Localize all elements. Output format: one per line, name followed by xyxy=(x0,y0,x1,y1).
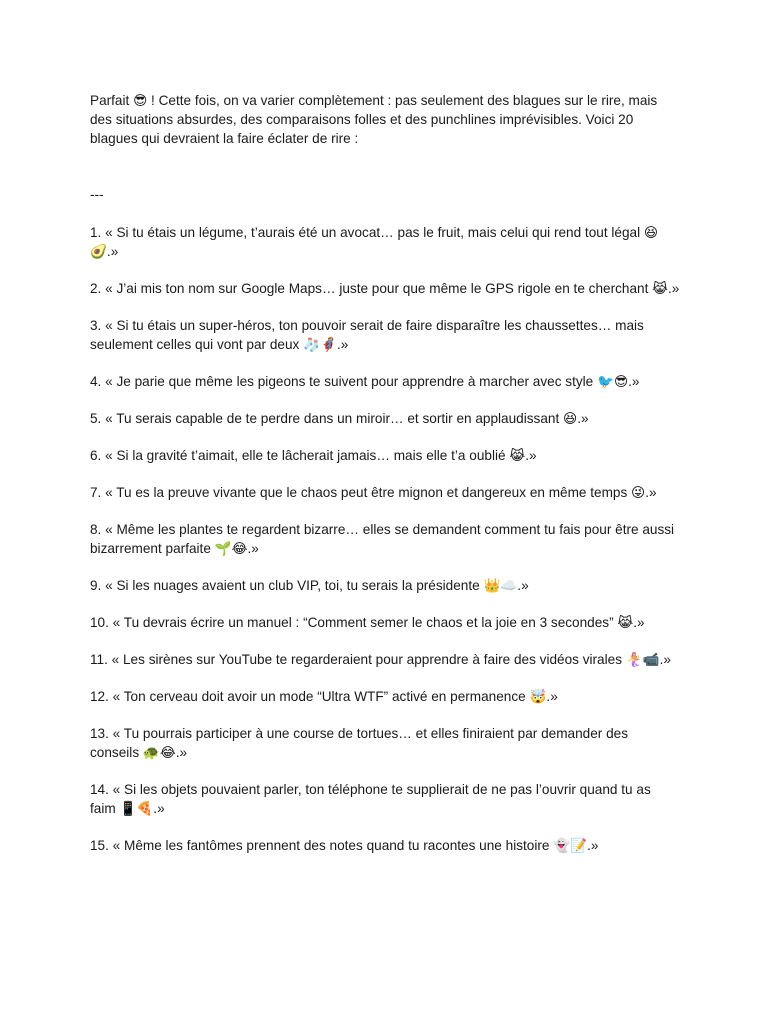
list-item: 11. « Les sirènes sur YouTube te regarderaient pour apprendre à faire des vidéos virales 🧜‍♀️📹.» xyxy=(90,652,671,667)
list-item: 13. « Tu pourrais participer à une course de tortues… et elles finiraient par demander des conseils 🐢😂.» xyxy=(90,726,629,760)
list-item: 9. « Si les nuages avaient un club VIP, toi, tu serais la présidente 👑☁️.» xyxy=(90,578,529,593)
list-item: 10. « Tu devrais écrire un manuel : “Comment semer le chaos et la joie en 3 secondes” 😹.» xyxy=(90,615,645,630)
list-item: 1. « Si tu étais un légume, t’aurais été un avocat… pas le fruit, mais celui qui rend tout légal 😆🥑.» xyxy=(90,225,659,259)
list-item: 5. « Tu serais capable de te perdre dans un miroir… et sortir en applaudissant 😆.» xyxy=(90,411,589,426)
intro-paragraph: Parfait 😎 ! Cette fois, on va varier complètement : pas seulement des blagues sur le rire, mais des situations absurdes, des comparaisons folles et des punchlines imprévisibles. Voici 20 blagues qui devraient la faire éclater de rire : xyxy=(90,93,658,146)
list-item: 7. « Tu es la preuve vivante que le chaos peut être mignon et dangereux en même temps 😜.» xyxy=(90,485,657,500)
list-item: 8. « Même les plantes te regardent bizarre… elles se demandent comment tu fais pour être aussi bizarrement parfaite 🌱😂.» xyxy=(90,522,675,556)
separator: --- xyxy=(90,187,104,202)
document-body xyxy=(90,91,680,853)
list-item: 4. « Je parie que même les pigeons te suivent pour apprendre à marcher avec style 🐦😎.» xyxy=(90,374,640,389)
list-item: 12. « Ton cerveau doit avoir un mode “Ultra WTF” activé en permanence 🤯.» xyxy=(90,689,558,704)
list-item: 3. « Si tu étais un super-héros, ton pouvoir serait de faire disparaître les chaussettes… mais seulement celles qui vont par deux 🧦🦸.» xyxy=(90,318,644,352)
list-item: 15. « Même les fantômes prennent des notes quand tu racontes une histoire 👻📝.» xyxy=(90,838,599,853)
list-item: 2. « J’ai mis ton nom sur Google Maps… juste pour que même le GPS rigole en te cherchant 😹.» xyxy=(90,281,680,296)
joke-list xyxy=(90,223,680,873)
list-item: 6. « Si la gravité t’aimait, elle te lâcherait jamais… mais elle t’a oublié 😹.» xyxy=(90,448,537,463)
list-item: 14. « Si les objets pouvaient parler, ton téléphone te supplierait de ne pas l’ouvrir quand tu as faim 📱🍕.» xyxy=(90,782,651,816)
